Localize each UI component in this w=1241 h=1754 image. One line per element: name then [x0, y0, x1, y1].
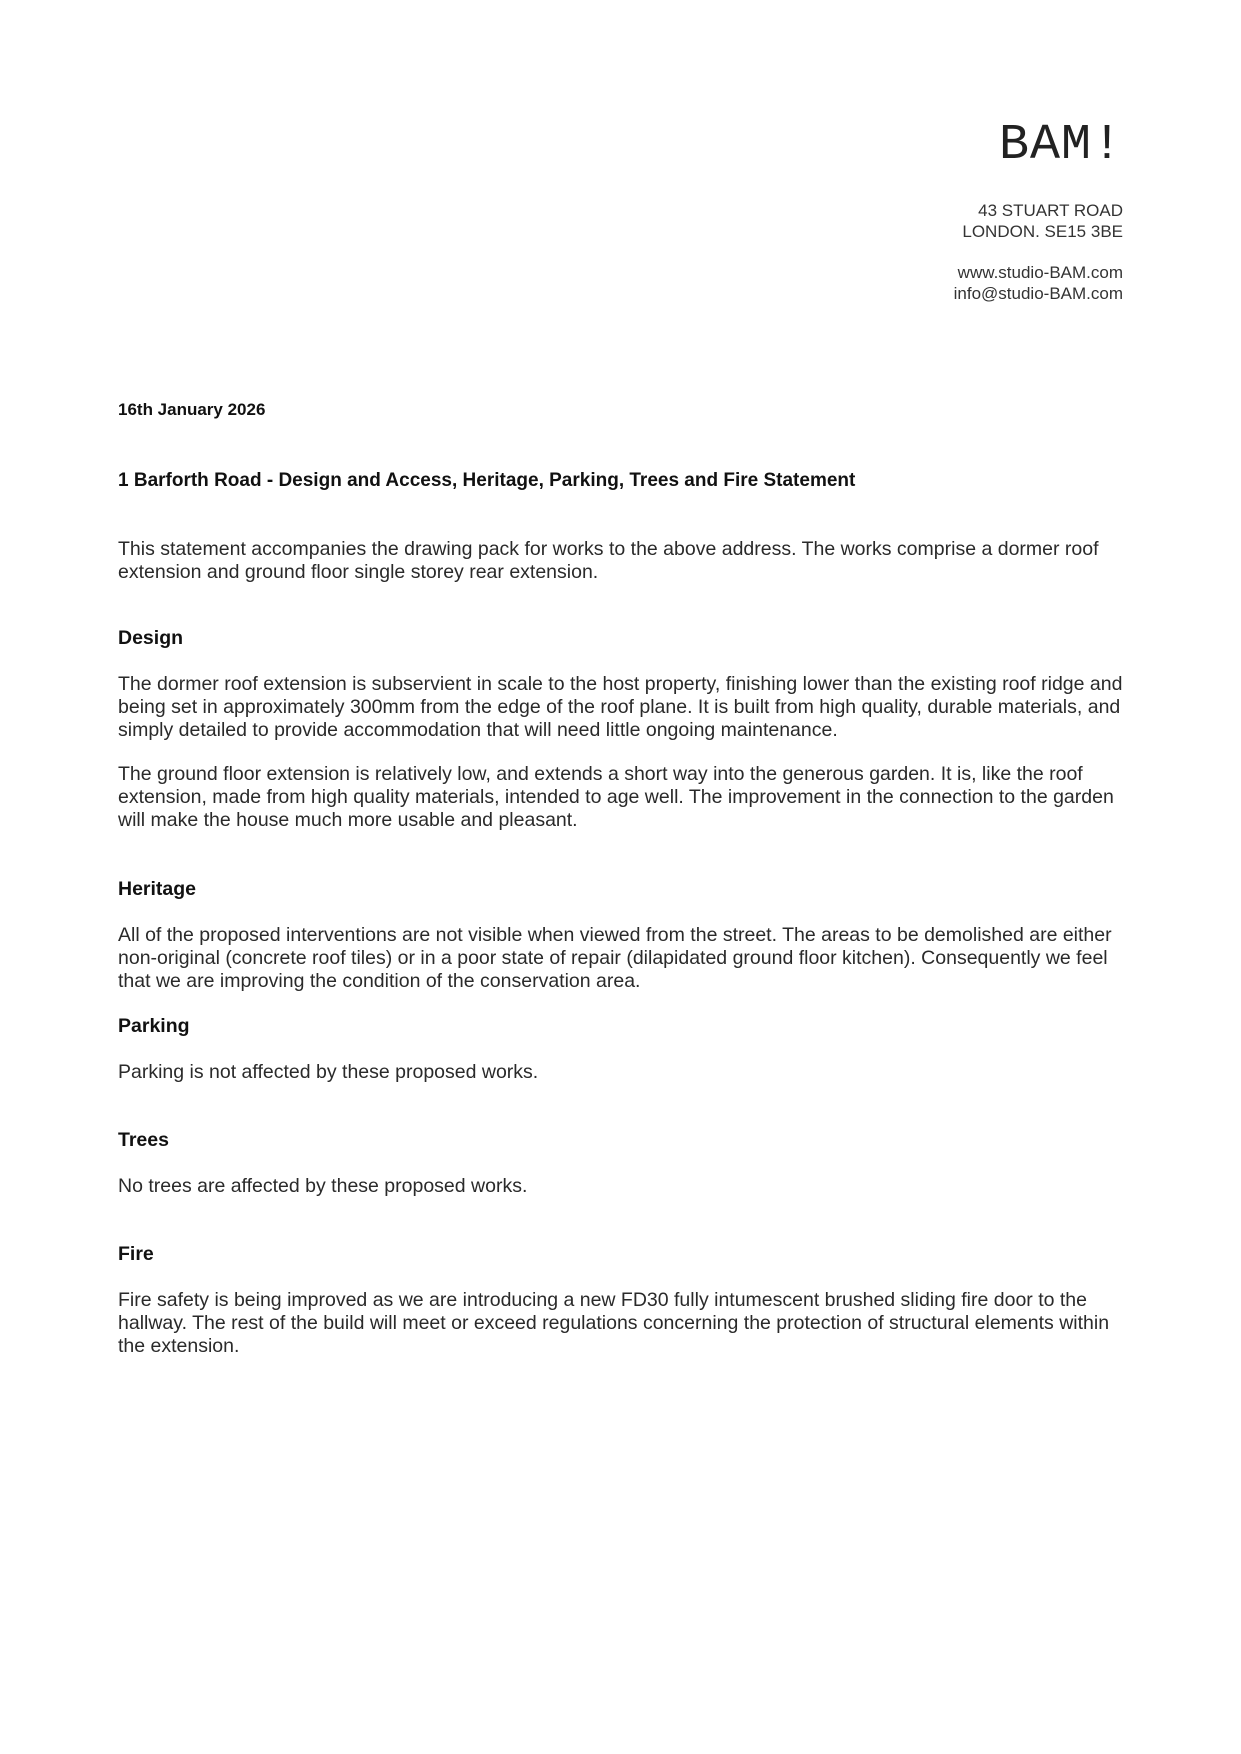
parking-heading: Parking [118, 1015, 190, 1037]
heritage-heading: Heritage [118, 878, 197, 900]
parking-paragraph: Parking is not affected by these proposed works. [118, 1061, 539, 1083]
design-paragraph-2: The ground floor extension is relatively low, and extends a short way into the generous garden. It is, like the roof extension, made from high quality materials, intended to age well. The improvement in the connection to the garden will make the house much more usable and pleasant. [118, 763, 1114, 831]
intro-paragraph: This statement accompanies the drawing pack for works to the above address. The works comprise a dormer roof extension and ground floor single storey rear extension. [118, 538, 1099, 583]
design-heading: Design [118, 627, 184, 649]
address-line-1: 43 STUART ROAD [978, 201, 1123, 220]
heritage-paragraph: All of the proposed interventions are not visible when viewed from the street. The areas to be demolished are either non-original (concrete roof tiles) or in a poor state of repair (dilapidated ground floor kitchen). Consequently we feel that we are improving the condition of the conservation area. [118, 924, 1112, 992]
email-link[interactable]: info@studio-BAM.com [953, 284, 1123, 303]
fire-heading: Fire [118, 1243, 154, 1265]
letter-title: 1 Barforth Road - Design and Access, Heritage, Parking, Trees and Fire Statement [118, 470, 856, 491]
trees-paragraph: No trees are affected by these proposed works. [118, 1175, 528, 1197]
letter-date: 16th January 2026 [118, 400, 266, 419]
trees-heading: Trees [118, 1129, 169, 1151]
company-logo: BAM! [998, 117, 1123, 174]
website-link[interactable]: www.studio-BAM.com [957, 263, 1123, 282]
address-line-2: LONDON. SE15 3BE [962, 222, 1123, 241]
design-paragraph-1: The dormer roof extension is subservient in scale to the host property, finishing lower than the existing roof ridge and being set in approximately 300mm from the edge of the roof plane. It is built from high quality, durable materials, and simply detailed to provide accommodation that will need little ongoing maintenance. [118, 673, 1123, 741]
letterhead [954, 118, 1123, 304]
fire-paragraph: Fire safety is being improved as we are introducing a new FD30 fully intumescent brushed sliding fire door to the hallway. The rest of the build will meet or exceed regulations concerning the protection of structural elements within the extension. [118, 1289, 1110, 1357]
